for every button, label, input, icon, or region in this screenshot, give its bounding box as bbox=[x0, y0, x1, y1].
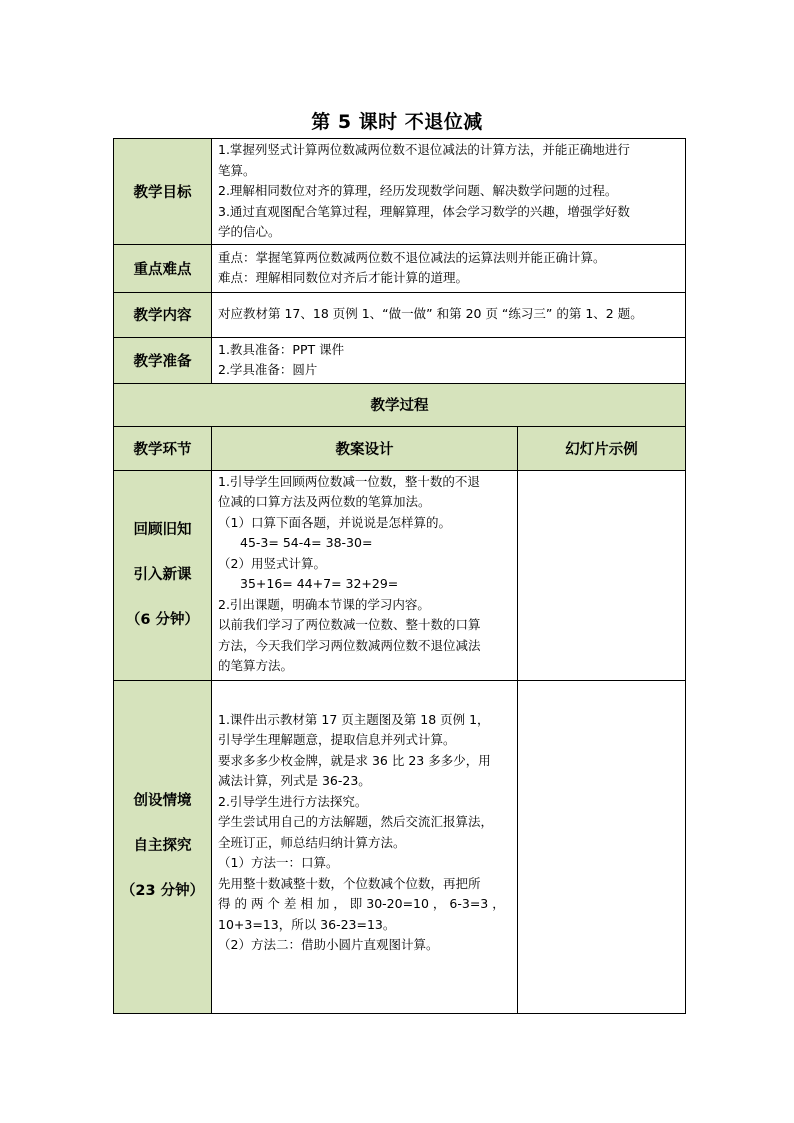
phase1-line: 2.引出课题，明确本节课的学习内容。 bbox=[218, 596, 430, 612]
preparation-line: 1.教具准备：PPT 课件 bbox=[218, 341, 345, 357]
phase1-slides bbox=[518, 470, 686, 680]
preparation-line: 2.学具准备：圆片 bbox=[218, 362, 318, 377]
phase2-line: （1）方法一：口算。 bbox=[218, 855, 339, 870]
phase1-design bbox=[212, 470, 518, 680]
key-points-label: 重点难点 bbox=[114, 244, 212, 292]
preparation-label: 教学准备 bbox=[114, 337, 212, 383]
phase1-label bbox=[114, 470, 212, 680]
phase2-line: 10+3=13，所以 36-23=13。 bbox=[218, 916, 396, 932]
phase2-label-line: （23 分钟） bbox=[120, 883, 205, 899]
phase2-label-line: 创设情境 bbox=[133, 793, 192, 809]
phase1-label-line: 回顾旧知 bbox=[133, 521, 192, 538]
phase2-label-line: 自主探究 bbox=[133, 838, 192, 854]
objectives-text bbox=[212, 139, 686, 245]
phase2-slides bbox=[518, 680, 686, 1013]
phase1-line: 35+16= 44+7= 32+29= bbox=[240, 576, 399, 591]
content-text bbox=[212, 292, 686, 337]
process-header: 教学过程 bbox=[114, 383, 686, 426]
content-row bbox=[114, 292, 686, 337]
phase1-line: （2）用竖式计算。 bbox=[218, 555, 326, 571]
key-points-row bbox=[114, 244, 686, 292]
page-title: 第 5 课时 不退位减 bbox=[311, 111, 483, 133]
objectives-line: 学的信心。 bbox=[218, 224, 281, 239]
phase1-label-line: （6 分钟） bbox=[125, 611, 200, 628]
key-points-line: 重点：掌握笔算两位数减两位数不退位减法的运算法则并能正确计算。 bbox=[218, 249, 606, 265]
phase1-line: 的笔算方法。 bbox=[218, 658, 294, 673]
preparation-row bbox=[114, 337, 686, 383]
phase2-line: 1.课件出示教材第 17 页主题图及第 18 页例 1， bbox=[218, 711, 490, 727]
key-points-line: 难点：理解相同数位对齐后才能计算的道理。 bbox=[218, 270, 469, 285]
column-header-phase: 教学环节 bbox=[114, 426, 212, 470]
phase1-line: 方法，今天我们学习两位数减两位数不退位减法 bbox=[218, 637, 481, 653]
phase2-line: 2.引导学生进行方法探究。 bbox=[218, 793, 368, 809]
content-line: 对应教材第 17、18 页例 1、“做一做” 和第 20 页 “练习三” 的第 1、2 题。 bbox=[218, 306, 643, 322]
phase1-label-line: 引入新课 bbox=[133, 566, 192, 583]
phase1-line: 以前我们学习了两位数减一位数、整十数的口算 bbox=[218, 617, 481, 632]
phase1-row bbox=[114, 470, 686, 680]
objectives-line: 1.掌握列竖式计算两位数减两位数不退位减法的计算方法，并能正确地进行 bbox=[218, 142, 630, 157]
objectives-label: 教学目标 bbox=[114, 139, 212, 245]
column-header-row bbox=[114, 426, 686, 470]
lesson-plan-table bbox=[113, 138, 686, 1014]
phase1-line: （1）口算下面各题，并说说是怎样算的。 bbox=[218, 514, 451, 530]
process-header-row bbox=[114, 383, 686, 426]
column-header-design: 教案设计 bbox=[212, 426, 518, 470]
phase2-line: 减法计算，列式是 36-23。 bbox=[218, 773, 371, 788]
phase1-line: 位减的口算方法及两位数的笔算加法。 bbox=[218, 494, 431, 509]
phase1-line: 1.引导学生回顾两位数减一位数，整十数的不退 bbox=[218, 473, 480, 489]
phase2-line: 先用整十数减整十数，个位数减个位数，再把所 bbox=[218, 875, 481, 891]
objectives-line: 2.理解相同数位对齐的算理，经历发现数学问题、解决数学问题的过程。 bbox=[218, 183, 618, 198]
phase2-design bbox=[212, 680, 518, 1013]
phase2-line: 要求多多少枚金牌，就是求 36 比 23 多多少，用 bbox=[218, 752, 491, 768]
phase2-line: 全班订正，师总结归纳计算方法。 bbox=[218, 834, 406, 850]
preparation-text bbox=[212, 337, 686, 383]
phase2-row bbox=[114, 680, 686, 1013]
phase1-line: 45-3= 54-4= 38-30= bbox=[240, 535, 373, 550]
phase2-line: （2）方法二：借助小圆片直观图计算。 bbox=[218, 937, 439, 952]
objectives-line: 笔算。 bbox=[218, 162, 256, 178]
phase2-label bbox=[114, 680, 212, 1013]
phase2-line: 引导学生理解题意，提取信息并列式计算。 bbox=[218, 732, 456, 747]
phase2-line: 得 的 两 个 差 相 加 ， 即 30-20=10 ， 6-3=3 ， bbox=[218, 896, 505, 911]
content-label: 教学内容 bbox=[114, 292, 212, 337]
key-points-text bbox=[212, 244, 686, 292]
objectives-row bbox=[114, 139, 686, 245]
column-header-slides: 幻灯片示例 bbox=[518, 426, 686, 470]
objectives-line: 3.通过直观图配合笔算过程，理解算理，体会学习数学的兴趣，增强学好数 bbox=[218, 203, 630, 219]
phase2-line: 学生尝试用自己的方法解题，然后交流汇报算法， bbox=[218, 814, 494, 829]
